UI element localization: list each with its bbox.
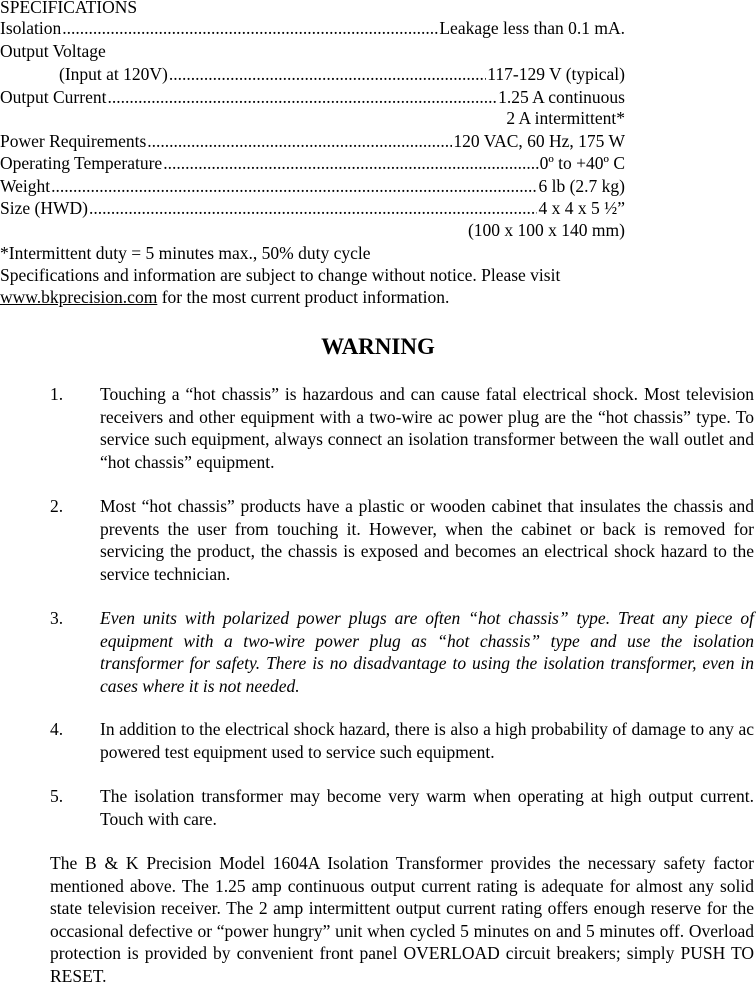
- spec-notice: Specifications and information are subject to change without notice. Please visit: [0, 265, 561, 285]
- warning-item-number: 3.: [50, 608, 64, 628]
- spec-value: 120 VAC, 60 Hz, 175 W: [453, 131, 625, 151]
- spec-footnote: *Intermittent duty = 5 minutes max., 50% duty cycle: [0, 243, 371, 263]
- spec-row-output-current: [0, 86, 625, 109]
- warning-item-text: In addition to the electrical shock hazard, there is also a high probability of damage to any ac powered test equipment used to service such equipment.: [100, 719, 754, 762]
- warning-item-text: Touching a “hot chassis” is hazardous and can cause fatal electrical shock. Most television receivers and other equipment with a two-wire ac power plug are the “hot chassis” type. To service such equipment, always connect an isolation transformer between the wall outlet and “hot chassis” equipment.: [100, 384, 754, 472]
- spec-notice-tail: for the most current product information.: [157, 287, 450, 307]
- specifications-heading: SPECIFICATIONS: [0, 0, 138, 17]
- spec-value: 6 lb (2.7 kg): [538, 176, 625, 196]
- dot-leader: [51, 175, 537, 198]
- spec-notice-line2: [0, 286, 449, 309]
- spec-label: Output Current: [0, 87, 107, 107]
- warning-item-text: Most “hot chassis” products have a plastic or wooden cabinet that insulates the chassis and prevents the user from touching it. However, when the cabinet or back is removed for servicing the product, the chassis is exposed and becomes an electrical shock hazard to the service technician.: [100, 496, 754, 584]
- warning-item-number: 2.: [50, 496, 64, 516]
- spec-value: 4 x 4 x 5 ½”: [538, 198, 625, 218]
- spec-row-weight: [0, 175, 625, 198]
- warning-item-number: 1.: [50, 384, 64, 404]
- dot-leader: [107, 86, 497, 109]
- warning-item-text: Even units with polarized power plugs are often “hot chassis” type. Treat any piece of equipment with a two-wire power plug as “hot chassis” type and use the isolation transformer for safety. There is no disadvantage to using the isolation transformer, even in cases where it is not needed.: [100, 608, 754, 696]
- spec-row-output-voltage: [59, 63, 625, 86]
- dot-leader: [62, 17, 438, 40]
- warning-title: WARNING: [321, 334, 435, 359]
- spec-sub-label: (Input at 120V): [59, 64, 168, 84]
- spec-value: Leakage less than 0.1 mA.: [439, 18, 625, 38]
- spec-row-power-requirements: [0, 130, 625, 153]
- spec-label: Size (HWD): [0, 198, 88, 218]
- dot-leader: [169, 63, 486, 86]
- dot-leader: [163, 152, 538, 175]
- spec-row-isolation: [0, 17, 625, 40]
- spec-value-size-metric: (100 x 100 x 140 mm): [467, 220, 625, 240]
- warning-item-number: 4.: [50, 719, 64, 739]
- spec-value: 0º to +40º C: [539, 153, 625, 173]
- spec-row-operating-temperature: [0, 152, 625, 175]
- closing-paragraph: The B & K Precision Model 1604A Isolation Transformer provides the necessary safety factor mentioned above. The 1.25 amp continuous output current rating is adequate for almost any solid state television receiver. The 2 amp intermittent output current rating offers enough reserve for the occasional defective or “power hungry” unit when cycled 5 minutes on and 5 minutes off. Overload protection is provided by convenient front panel OVERLOAD circuit breakers; simply PUSH TO RESET.: [50, 853, 754, 986]
- spec-label: Operating Temperature: [0, 153, 163, 173]
- spec-label: Power Requirements: [0, 131, 147, 151]
- spec-row-size: [0, 197, 625, 220]
- warning-item-text: The isolation transformer may become very warm when operating at high output current. Touch with care.: [100, 786, 754, 829]
- spec-value: 117-129 V (typical): [487, 64, 625, 84]
- website-link[interactable]: www.bkprecision.com: [0, 287, 158, 307]
- dot-leader: [89, 197, 538, 220]
- warning-item-number: 5.: [50, 786, 64, 806]
- spec-label: Weight: [0, 176, 51, 196]
- spec-value-intermittent: 2 A intermittent*: [506, 108, 625, 128]
- dot-leader: [147, 130, 452, 153]
- spec-label: Isolation: [0, 18, 62, 38]
- spec-value: 1.25 A continuous: [498, 87, 625, 107]
- spec-label-output-voltage: Output Voltage: [0, 41, 106, 61]
